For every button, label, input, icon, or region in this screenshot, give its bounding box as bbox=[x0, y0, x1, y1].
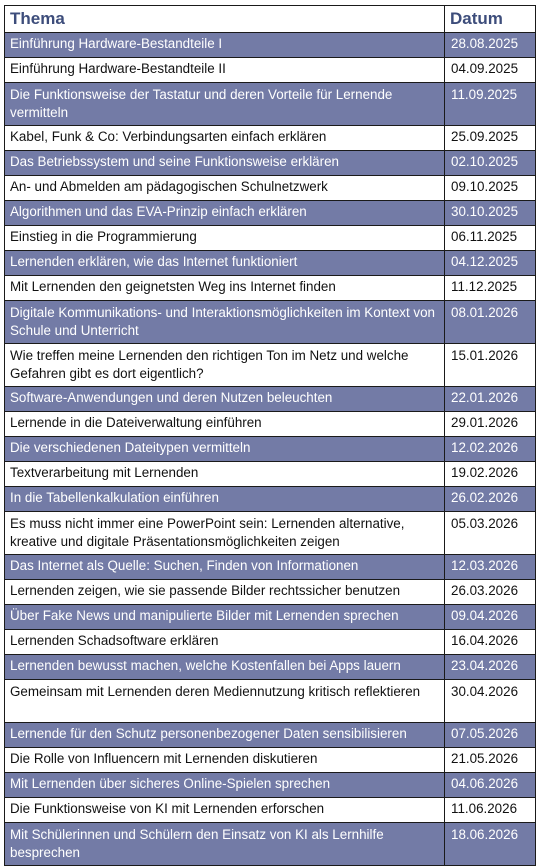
topic-cell: Textverarbeitung mit Lernenden bbox=[5, 462, 445, 487]
date-cell: 21.05.2026 bbox=[445, 748, 536, 773]
topic-cell: An- und Abmelden am pädagogischen Schulnetzwerk bbox=[5, 176, 445, 201]
table-row bbox=[5, 555, 536, 580]
topic-cell: Die Funktionsweise der Tastatur und deren Vorteile für Lernende vermitteln bbox=[5, 83, 445, 126]
topic-cell: Lernenden erklären, wie das Internet funktioniert bbox=[5, 251, 445, 276]
topic-column-header: Thema bbox=[5, 6, 445, 33]
topic-cell: Das Betriebssystem und seine Funktionsweise erklären bbox=[5, 151, 445, 176]
date-cell: 09.04.2026 bbox=[445, 605, 536, 630]
topic-cell: Die Funktionsweise von KI mit Lernenden erforschen bbox=[5, 798, 445, 823]
table-row bbox=[5, 126, 536, 151]
table-row bbox=[5, 748, 536, 773]
topic-cell: In die Tabellenkalkulation einführen bbox=[5, 487, 445, 512]
date-cell: 02.10.2025 bbox=[445, 151, 536, 176]
topic-cell: Lernende für den Schutz personenbezogener Daten sensibilisieren bbox=[5, 723, 445, 748]
date-cell: 04.12.2025 bbox=[445, 251, 536, 276]
topic-cell: Kabel, Funk & Co: Verbindungsarten einfach erklären bbox=[5, 126, 445, 151]
date-cell: 18.06.2026 bbox=[445, 823, 536, 866]
table-row bbox=[5, 655, 536, 680]
table-row bbox=[5, 151, 536, 176]
schedule-table bbox=[4, 5, 536, 866]
table-row bbox=[5, 276, 536, 301]
date-cell: 22.01.2026 bbox=[445, 387, 536, 412]
date-cell: 07.05.2026 bbox=[445, 723, 536, 748]
date-column-header: Datum bbox=[445, 6, 536, 33]
table-row bbox=[5, 33, 536, 58]
table-row bbox=[5, 226, 536, 251]
topic-cell: Einführung Hardware-Bestandteile I bbox=[5, 33, 445, 58]
table-row bbox=[5, 512, 536, 555]
date-cell: 09.10.2025 bbox=[445, 176, 536, 201]
table-row bbox=[5, 251, 536, 276]
table-row bbox=[5, 580, 536, 605]
date-cell: 30.10.2025 bbox=[445, 201, 536, 226]
topic-cell: Lernenden Schadsoftware erklären bbox=[5, 630, 445, 655]
topic-cell: Einführung Hardware-Bestandteile II bbox=[5, 58, 445, 83]
table-header-row bbox=[5, 6, 536, 33]
topic-cell: Lernenden bewusst machen, welche Kostenfallen bei Apps lauern bbox=[5, 655, 445, 680]
date-cell: 05.03.2026 bbox=[445, 512, 536, 555]
table-row bbox=[5, 58, 536, 83]
date-cell: 04.06.2026 bbox=[445, 773, 536, 798]
topic-cell: Mit Schülerinnen und Schülern den Einsatz von KI als Lernhilfe besprechen bbox=[5, 823, 445, 866]
table-row bbox=[5, 437, 536, 462]
topic-cell: Software-Anwendungen und deren Nutzen beleuchten bbox=[5, 387, 445, 412]
topic-cell: Gemeinsam mit Lernenden deren Mediennutzung kritisch reflektieren bbox=[5, 680, 445, 723]
topic-cell: Über Fake News und manipulierte Bilder mit Lernenden sprechen bbox=[5, 605, 445, 630]
topic-cell: Algorithmen und das EVA-Prinzip einfach erklären bbox=[5, 201, 445, 226]
date-cell: 26.03.2026 bbox=[445, 580, 536, 605]
date-cell: 08.01.2026 bbox=[445, 301, 536, 344]
topic-cell: Das Internet als Quelle: Suchen, Finden von Informationen bbox=[5, 555, 445, 580]
date-cell: 12.02.2026 bbox=[445, 437, 536, 462]
table-row bbox=[5, 723, 536, 748]
table-row bbox=[5, 773, 536, 798]
topic-cell: Wie treffen meine Lernenden den richtigen Ton im Netz und welche Gefahren gibt es dort eigentlich? bbox=[5, 344, 445, 387]
date-cell: 15.01.2026 bbox=[445, 344, 536, 387]
table-row bbox=[5, 344, 536, 387]
date-cell: 11.09.2025 bbox=[445, 83, 536, 126]
table-row bbox=[5, 83, 536, 126]
topic-cell: Mit Lernenden über sicheres Online-Spielen sprechen bbox=[5, 773, 445, 798]
table-row bbox=[5, 201, 536, 226]
date-cell: 23.04.2026 bbox=[445, 655, 536, 680]
date-cell: 29.01.2026 bbox=[445, 412, 536, 437]
topic-cell: Einstieg in die Programmierung bbox=[5, 226, 445, 251]
table-row bbox=[5, 605, 536, 630]
table-row bbox=[5, 823, 536, 866]
date-cell: 26.02.2026 bbox=[445, 487, 536, 512]
topic-cell: Digitale Kommunikations- und Interaktionsmöglichkeiten im Kontext von Schule und Unterricht bbox=[5, 301, 445, 344]
date-cell: 19.02.2026 bbox=[445, 462, 536, 487]
topic-cell: Lernende in die Dateiverwaltung einführen bbox=[5, 412, 445, 437]
date-cell: 28.08.2025 bbox=[445, 33, 536, 58]
table-row bbox=[5, 301, 536, 344]
table-row bbox=[5, 487, 536, 512]
table-row bbox=[5, 412, 536, 437]
table-row bbox=[5, 680, 536, 723]
table-row bbox=[5, 462, 536, 487]
date-cell: 06.11.2025 bbox=[445, 226, 536, 251]
table-row bbox=[5, 798, 536, 823]
table-row bbox=[5, 387, 536, 412]
date-cell: 30.04.2026 bbox=[445, 680, 536, 723]
table-row bbox=[5, 630, 536, 655]
topic-cell: Es muss nicht immer eine PowerPoint sein: Lernenden alternative, kreative und digitale Präsentationsmöglichkeiten zeigen bbox=[5, 512, 445, 555]
date-cell: 25.09.2025 bbox=[445, 126, 536, 151]
date-cell: 12.03.2026 bbox=[445, 555, 536, 580]
date-cell: 16.04.2026 bbox=[445, 630, 536, 655]
table-row bbox=[5, 176, 536, 201]
date-cell: 04.09.2025 bbox=[445, 58, 536, 83]
date-cell: 11.12.2025 bbox=[445, 276, 536, 301]
topic-cell: Mit Lernenden den geignetsten Weg ins Internet finden bbox=[5, 276, 445, 301]
topic-cell: Die Rolle von Influencern mit Lernenden diskutieren bbox=[5, 748, 445, 773]
topic-cell: Lernenden zeigen, wie sie passende Bilder rechtssicher benutzen bbox=[5, 580, 445, 605]
date-cell: 11.06.2026 bbox=[445, 798, 536, 823]
topic-cell: Die verschiedenen Dateitypen vermitteln bbox=[5, 437, 445, 462]
